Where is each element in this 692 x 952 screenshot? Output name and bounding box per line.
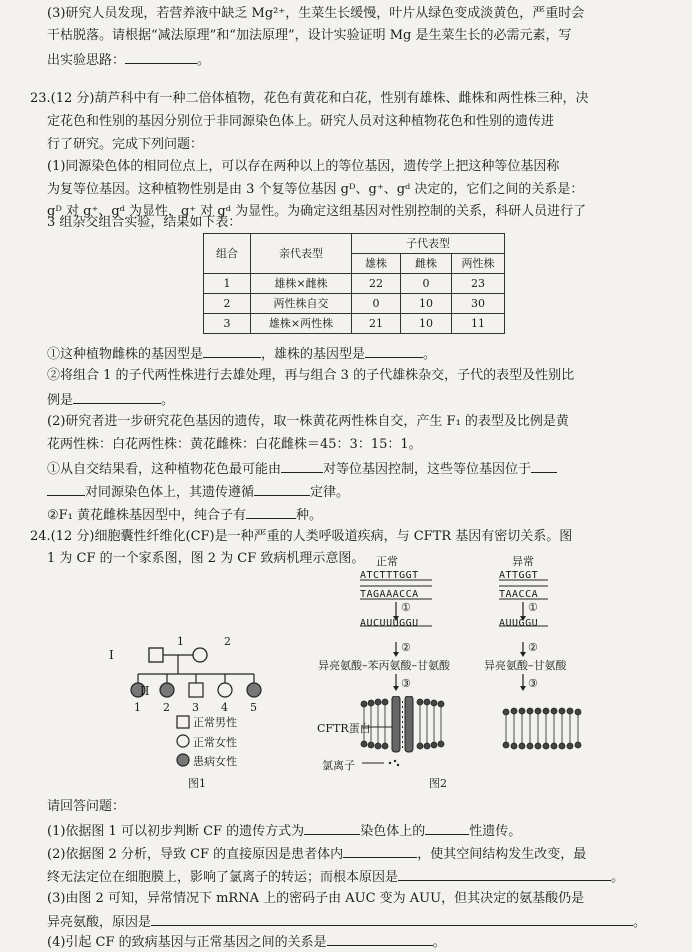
th-offspring: 子代表型 [352,234,505,254]
pedigree-num: 5 [250,701,257,714]
answer-blank[interactable] [304,820,360,835]
cell-herm: 11 [452,314,505,334]
th-group: 组合 [204,234,251,274]
aa-abnormal: 异亮氨酸–甘氨酸 [484,659,567,672]
legend-affected-label: 患病女性 [193,755,237,768]
q24-sub2-line1: (2)依据图 2 分析，导致 CF 的直接原因是患者体内 ，使其空间结构发生改变，最 [47,843,586,864]
th-herm: 两性株 [452,254,505,274]
th-female: 雌株 [401,254,452,274]
table-row [204,314,505,334]
cell-male: 22 [352,274,401,294]
cell-parent: 两性株自交 [251,294,352,314]
cell-id: 3 [204,314,251,334]
cell-id: 1 [204,274,251,294]
q22-p3-line1: (3)研究人员发现，若营养液中缺乏 Mg²⁺，生菜生长缓慢，叶片从绿色变成淡黄色，严重时会 [47,6,585,21]
q24-sub3-line2: 异亮氨酸，原因是 。 [47,911,646,932]
th-male: 雄株 [352,254,401,274]
q24-sub4: (4)引起 CF 的致病基因与正常基因之间的关系是 。 [47,931,446,952]
figure2-caption: 图2 [429,777,447,790]
q24-ask: 请回答问题： [47,799,126,814]
cftr-protein-label: CFTR蛋白 [317,722,371,735]
dna-abnormal-strand1: ATTGGT [499,570,539,581]
mrna-normal: AUCUUUGGU [360,618,419,629]
step1-label: ① [401,601,411,614]
cell-parent: 雄株×雌株 [251,274,352,294]
pedigree-num: 1 [134,701,141,714]
cell-parent: 雄株×两性株 [251,314,352,334]
answer-blank[interactable] [327,931,433,946]
gen-label-I: I [109,648,114,662]
table-row [204,294,505,314]
answer-blank[interactable] [254,481,310,496]
gen2-affected-female [160,683,174,697]
answer-blank[interactable] [47,481,85,496]
step3-label: ③ [401,677,411,690]
dna-abnormal-strand2: TAACCA [499,589,539,600]
cell-herm: 30 [452,294,505,314]
q23-stem-line3: 行了研究。完成下列问题： [47,137,204,152]
gen2-normal-female [218,683,232,697]
q23-p2-sub2: ②F₁ 黄花雌株基因型中，纯合子有 种。 [47,504,322,525]
dna-normal-strand2: TAGAAACCA [360,589,419,600]
normal-label: 正常 [376,555,398,568]
pedigree-num: 2 [163,701,170,714]
step3-label: ③ [528,677,538,690]
table-row [204,274,505,294]
q22-p3-line3: 出实验思路： 。 [47,49,210,70]
q23-p2-sub1-line1: ①从自交结果看，这种植物花色最可能由 对等位基因控制，这些等位基因位于 [47,458,557,479]
cell-male: 21 [352,314,401,334]
q23-p1-line2: 为复等位基因。这种植物性别是由 3 个复等位基因 gᴰ、g⁺、gᵈ 决定的，它们之间的关系是： [47,182,584,197]
q23-p2-sub1-line2: 对同源染色体上，其遗传遵循 定律。 [47,481,349,502]
gen1-male-symbol [149,648,163,662]
gen1-female-symbol [193,648,207,662]
step2-label: ② [401,641,411,654]
th-parent: 亲代表型 [251,234,352,274]
legend-female-label: 正常女性 [193,736,237,749]
dna-normal-strand1: ATCTTTGGT [360,570,419,581]
answer-blank[interactable] [531,458,557,473]
mrna-abnormal: AUUGGU [499,618,539,629]
q24-sub2-line2: 终无法定位在细胞膜上，影响了氯离子的转运；而根本原因是 。 [47,866,624,887]
q23-p1-line1: (1)同源染色体的相同位点上，可以存在两种以上的等位基因，遗传学上把这种等位基因称 [47,159,560,174]
gen-label-II: II [140,684,150,698]
step1-label: ① [528,601,538,614]
step2-label: ② [528,641,538,654]
pedigree-num: 4 [221,701,228,714]
answer-blank[interactable] [343,843,417,858]
q23-sub1: ①这种植物雌株的基因型是 ，雄株的基因型是 。 [47,343,436,364]
q23-stem-line2: 定花色和性别的基因分别位于非同源染色体上。研究人员对这种植物花色和性别的遗传进 [47,114,555,129]
pedigree-num: 1 [177,635,184,648]
q22-p3-line2: 干枯脱落。请根据“减法原理”和“加法原理”，设计实验证明 Mg 是生菜生长的必需元素，写 [47,28,572,43]
pedigree-num: 2 [224,635,231,648]
cell-female: 10 [401,294,452,314]
answer-blank[interactable] [281,458,323,473]
legend-male-icon [177,716,189,728]
q24-sub3-line1: (3)由图 2 可知，异常情况下 mRNA 上的密码子由 AUC 变为 AUU，但其决定的氨基酸仍是 [47,891,585,906]
abnormal-membrane-icon [502,707,582,751]
cell-male: 0 [352,294,401,314]
answer-blank[interactable] [246,504,296,519]
cell-herm: 23 [452,274,505,294]
legend-affected-icon [177,754,189,766]
answer-blank[interactable] [203,343,261,358]
gen2-affected-female [247,683,261,697]
q23-sub2-line1: ②将组合 1 的子代两性株进行去雄处理，再与组合 3 的子代雄株杂交，子代的表型及性别比 [47,368,575,383]
q23-p1-line4: 3 组杂交组合实验，结果如下表： [47,215,242,230]
answer-blank[interactable] [73,389,161,404]
q23-sub2-line2: 例是 。 [47,389,174,410]
cell-female: 10 [401,314,452,334]
answer-blank[interactable] [365,343,423,358]
chloride-ion-label: 氯离子 [322,759,355,772]
answer-blank[interactable] [125,49,197,64]
q24-sub1: (1)依据图 1 可以初步判断 CF 的遗传方式为 染色体上的 性遗传。 [47,820,521,841]
answer-blank[interactable] [425,820,469,835]
legend-male-label: 正常男性 [193,716,237,729]
q23-p2-line1: (2)研究者进一步研究花色基因的遗传，取一株黄花两性株自交，产生 F₁ 的表型及比例是黄 [47,414,569,429]
q24-stem-line2: 1 为 CF 的一个家系图，图 2 为 CF 致病机理示意图。 [47,551,365,566]
cross-result-table [203,233,505,334]
q23-p2-line2: 花两性株：白花两性株：黄花雌株：白花雌株＝45：3：15：1。 [47,437,422,452]
q24-stem-line1: 24.(12 分)细胞囊性纤维化(CF)是一种严重的人类呼吸道疾病，与 CFTR 基因有密切关系。图 [30,529,573,544]
gen2-normal-male [189,683,203,697]
answer-blank[interactable] [398,866,611,881]
cell-female: 0 [401,274,452,294]
abnormal-label: 异常 [512,555,534,568]
cell-id: 2 [204,294,251,314]
aa-normal: 异亮氨酸–苯丙氨酸–甘氨酸 [318,659,450,672]
legend-female-icon [177,735,189,747]
figure1-caption: 图1 [188,777,206,790]
pedigree-num: 3 [192,701,199,714]
q23-stem-line1: 23.(12 分)葫芦科中有一种二倍体植物，花色有黄花和白花，性别有雄株、雌株和两性株三种，决 [30,91,589,106]
q23-p1-line3: gᴰ 对 g⁺、gᵈ 为显性，g⁺ 对 gᵈ 为显性。为确定这组基因对性别控制的关系，科研人员进行了 [47,204,587,219]
answer-blank[interactable] [151,911,633,926]
